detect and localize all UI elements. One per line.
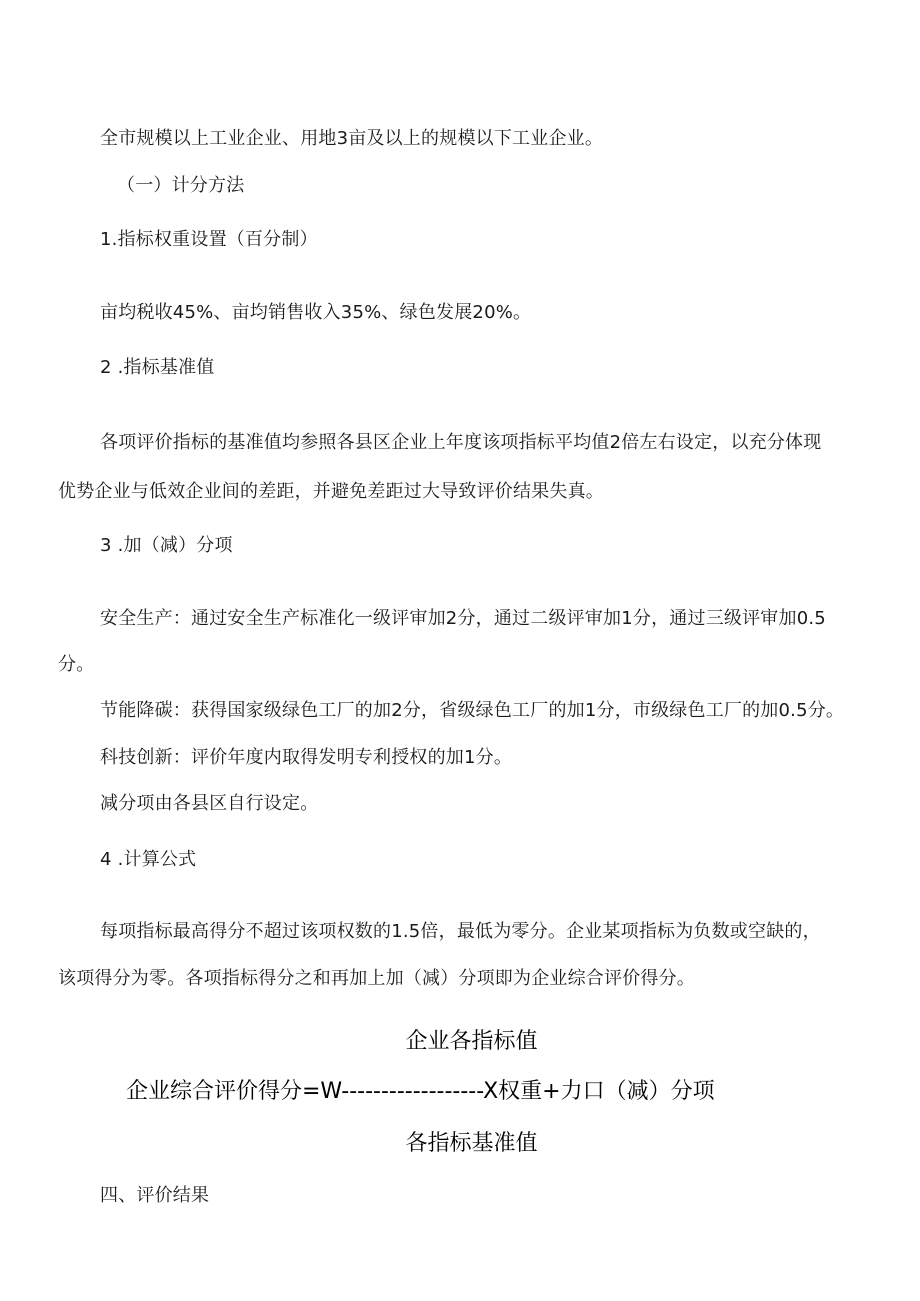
results-heading: 四、评价结果 [100, 1185, 210, 1206]
formula-numerator: 企业各指标值 [405, 1029, 538, 1054]
formula-main: 企业综合评价得分=W------------------X权重+力口（减）分项 [126, 1079, 715, 1104]
deduction-paragraph: 减分项由各县区自行设定。 [100, 793, 319, 814]
method-heading: （一）计分方法 [117, 175, 245, 196]
baseline-paragraph-line-1: 各项评价指标的基准值均参照各县区企业上年度该项指标平均值2倍左右设定，以充分体现 [100, 432, 822, 453]
energy-paragraph: 节能降碳：获得国家级绿色工厂的加2分，省级绿色工厂的加1分，市级绿色工厂的加0.5分。 [100, 700, 845, 721]
baseline-paragraph-line-2: 优势企业与低效企业间的差距，并避免差距过大导致评价结果失真。 [58, 481, 604, 502]
formula-denominator: 各指标基准值 [405, 1131, 538, 1156]
safety-paragraph-line-2: 分。 [58, 654, 95, 675]
baseline-heading: 2 .指标基准值 [100, 357, 215, 378]
weight-heading: 1.指标权重设置（百分制） [100, 229, 318, 250]
formula-heading: 4 .计算公式 [100, 849, 197, 870]
score-paragraph-line-1: 每项指标最高得分不超过该项权数的1.5倍，最低为零分。企业某项指标为负数或空缺的， [100, 921, 821, 942]
scope-paragraph: 全市规模以上工业企业、用地3亩及以上的规模以下工业企业。 [100, 128, 604, 149]
tech-paragraph: 科技创新：评价年度内取得发明专利授权的加1分。 [100, 747, 513, 768]
bonus-heading: 3 .加（减）分项 [100, 535, 233, 556]
safety-paragraph-line-1: 安全生产：通过安全生产标准化一级评审加2分，通过二级评审加1分，通过三级评审加0.5 [100, 608, 826, 629]
weight-paragraph: 亩均税收45%、亩均销售收入35%、绿色发展20%。 [100, 302, 532, 323]
score-paragraph-line-2: 该项得分为零。各项指标得分之和再加上加（减）分项即为企业综合评价得分。 [58, 968, 695, 989]
